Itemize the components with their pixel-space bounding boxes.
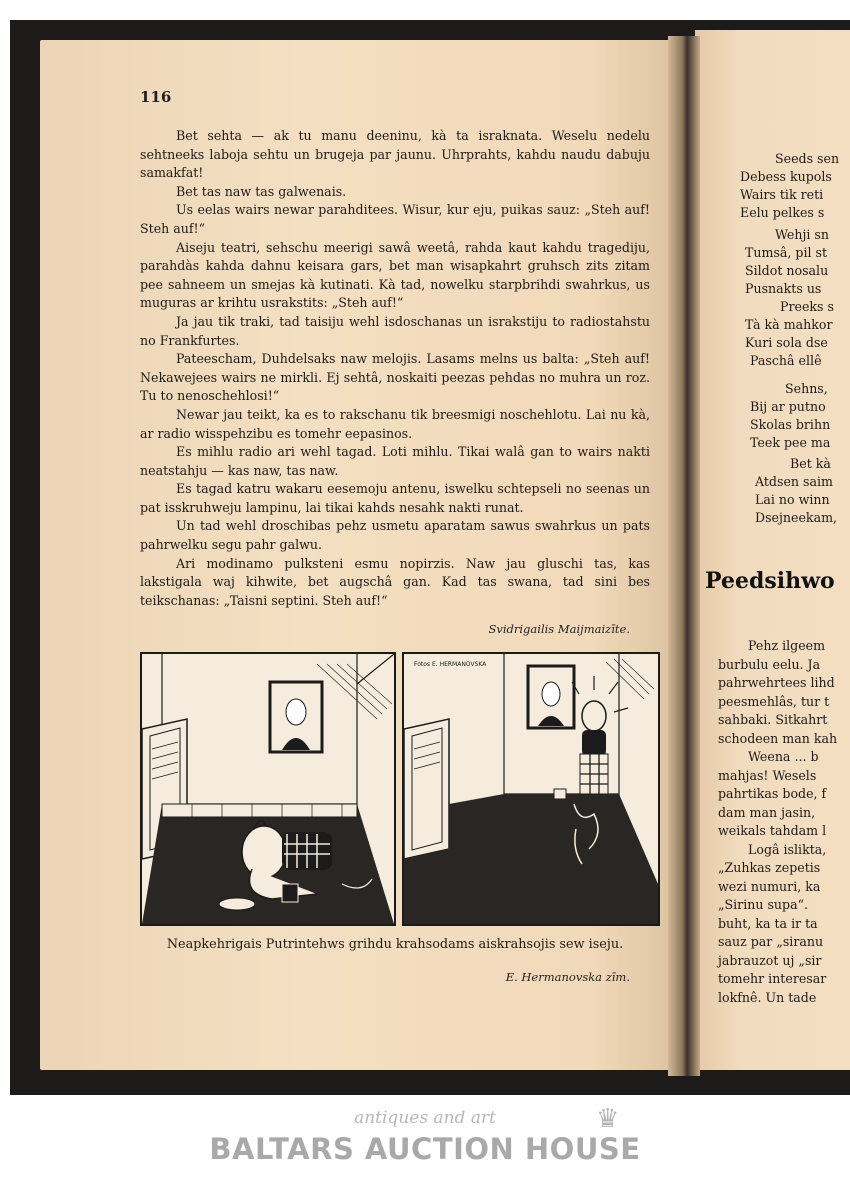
watermark-name: BALTARS AUCTION HOUSE <box>209 1132 641 1166</box>
paragraph: Aiseju teatri, sehschu meerigi sawâ weetâ, rahda kaut kahdu tragediju, parahdàs kahda dahnu keisara gars, bet man wisapkahrt gruhsch zits zitam pee sahneem un smejas kà kutinati. Kà tad, nowelku starpbrihdi swahrkus, us muguras ar krihtu usrakstits: „Steh auf!“ <box>140 239 650 311</box>
right-page-line: Preeks s <box>780 299 834 314</box>
right-page-line: tomehr interesar <box>718 971 827 986</box>
right-page-line: pahrwehrtees lihd <box>718 675 835 690</box>
right-page-line: Debess kupols <box>740 169 832 184</box>
illustration-caption: Neapkehrigais Putrintehws grihdu krahsodams aiskrahsojis sew iseju. <box>166 937 624 952</box>
paragraph: Bet tas naw tas galwenais. <box>176 183 347 199</box>
right-page-line: „Zuhkas zepetis <box>718 860 821 875</box>
right-page-line: jabrauzot uj „sir <box>718 952 822 968</box>
page-number: 116 <box>140 88 172 106</box>
paragraph: Pateescham, Duhdelsaks naw melojis. Lasams melns us balta: „Steh auf! Nekawejees wairs ne mirkli. Ej sehtâ, noskaiti peezas pehdas no muhra un roz. Tu to nenoschehlosi!“ <box>140 351 650 404</box>
right-page-line: buht, ka ta ir ta <box>718 915 818 931</box>
right-page-line: Wehji sn <box>775 227 829 242</box>
right-page-line: pahrtikas bode, f <box>718 786 827 801</box>
right-page-line: Wairs tik reti <box>740 187 824 202</box>
right-page-line: Seeds sen <box>775 151 840 166</box>
paragraph: Newar jau teikt, ka es to rakschanu tik breesmigi noschehlotu. Lai nu kà, ar radio wisspehzibu es tomehr eepasinos. <box>140 406 650 441</box>
paragraph: Es tagad katru wakaru eesemoju antenu, iswelku schtepseli no seenas un pat isskruhweju lampinu, lai tikai kahds nesahk nakti runat. <box>140 481 650 515</box>
right-page-line: sauz par „siranu <box>718 934 824 949</box>
paragraph: Us eelas wairs newar parahditees. Wisur, kur eju, puikas sauz: „Steh auf! Steh auf!“ <box>140 202 650 236</box>
right-page-line: Pehz ilgeem <box>748 638 826 653</box>
watermark-tagline: antiques and art <box>354 1108 496 1128</box>
cartoon-panel-2 <box>402 652 660 926</box>
right-page-line: Atdsen saim <box>755 474 833 489</box>
right-page-line: Pusnakts us <box>745 281 822 296</box>
right-page-line: Logâ islikta, <box>748 841 827 857</box>
right-page-line: Skolas brihn <box>750 417 831 432</box>
paragraph: Bet sehta — ak tu manu deeninu, kà ta israknata. Weselu nedelu sehtneeks laboja sehtu un brugeja par jaunu. Uhrprahts, kahdu naudu dabuju samakfat! <box>140 128 650 181</box>
author-signature: Svidrigailis Maijmaizīte. <box>488 622 630 636</box>
book-gutter <box>668 36 700 1076</box>
right-page-line: Lai no winn <box>755 492 830 507</box>
cartoon-panel-1 <box>140 652 396 926</box>
right-page-line: Kuri sola dse <box>745 335 828 350</box>
panel-signature: Fotos E. HERMANOVSKA <box>414 661 487 668</box>
right-page-line: dam man jasin, <box>718 804 816 820</box>
paragraph: Un tad wehl droschibas pehz usmetu aparatam sawus swahrkus un pats pahrwelku segu pahr galwu. <box>140 518 650 553</box>
illustrator-credit: E. Hermanovska zīm. <box>505 970 630 984</box>
right-page-line: wezi numuri, ka <box>718 878 821 894</box>
right-page-line: schodeen man kah <box>718 730 838 746</box>
right-page-line: Weena ... b <box>748 749 819 764</box>
right-page-line: peesmehlâs, tur t <box>718 693 830 709</box>
right-page-line: Bij ar putno <box>750 399 826 414</box>
right-page-line: „Sirinu supa“. <box>718 897 809 912</box>
right-page-line: Dsejneekam, <box>755 510 838 525</box>
right-page-line: Teek pee ma <box>750 435 831 450</box>
right-page-line: Tumsâ, pil st <box>745 245 828 260</box>
paragraph: Ja jau tik traki, tad taisiju wehl isdoschanas un israkstiju to radiostahstu no Frankfurtes. <box>140 313 650 348</box>
right-page-line: Paschâ ellê <box>750 353 822 368</box>
right-page-line: mahjas! Wesels <box>718 767 817 783</box>
right-page-line: Bet kà <box>790 456 831 471</box>
right-page-line: weikals tahdam l <box>718 823 827 838</box>
crown-icon: ♛ <box>596 1104 620 1134</box>
auction-watermark <box>0 1100 850 1180</box>
article-text <box>140 127 650 610</box>
right-page-line: Sehns, <box>785 381 828 396</box>
right-page-line: lokfnê. Un tade <box>718 989 817 1005</box>
right-page-line: sahbaki. Sitkahrt <box>718 712 828 727</box>
paragraph: Ari modinamo pulksteni esmu nopirzis. Naw jau gluschi tas, kas lakstigala waj kihwite, bet augschâ gan. Kad tas swana, tad sini bes teikschanas: „Taisni septini. Steh auf!“ <box>140 555 650 608</box>
right-page-line: Tà kà mahkor <box>745 317 833 332</box>
right-page-line: burbulu eelu. Ja <box>718 656 821 672</box>
right-page-line: Sildot nosalu <box>745 263 829 278</box>
right-page-line: Eelu pelkes s <box>740 205 825 220</box>
paragraph: Es mihlu radio ari wehl tagad. Loti mihlu. Tikai walâ gan to wairs nakti neatstahju — kas naw, tas naw. <box>140 444 650 478</box>
right-page-heading: Peedsihwo <box>705 568 835 594</box>
